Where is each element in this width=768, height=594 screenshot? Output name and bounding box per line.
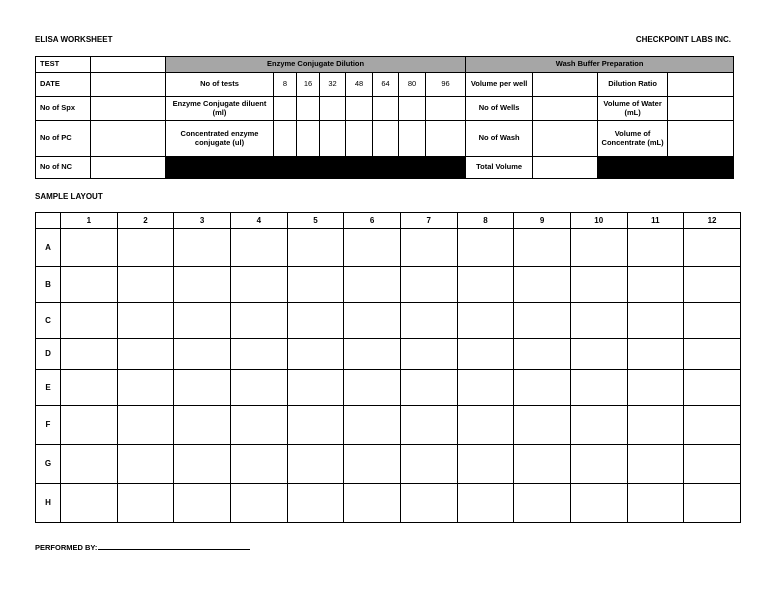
well-cell[interactable]	[287, 229, 344, 267]
well-cell[interactable]	[514, 267, 571, 303]
well-cell[interactable]	[684, 406, 741, 445]
concentrate-cell[interactable]	[346, 121, 373, 157]
concentrate-cell[interactable]	[320, 121, 346, 157]
well-cell[interactable]	[287, 339, 344, 370]
diluent-cell[interactable]	[274, 97, 297, 121]
diluent-cell[interactable]	[373, 97, 399, 121]
pc-label: No of PC	[36, 121, 91, 157]
well-cell[interactable]	[400, 484, 457, 523]
concentrate-cell[interactable]	[399, 121, 426, 157]
test-label: TEST	[36, 57, 91, 73]
test-count-16: 16	[297, 73, 320, 97]
well-cell[interactable]	[570, 406, 627, 445]
well-cell[interactable]	[457, 445, 514, 484]
well-cell[interactable]	[344, 303, 401, 339]
row-header: E	[36, 370, 61, 406]
well-cell[interactable]	[61, 484, 118, 523]
test-count-64: 64	[373, 73, 399, 97]
corner-cell	[36, 213, 61, 229]
column-header: 6	[344, 213, 401, 229]
column-header: 2	[117, 213, 174, 229]
row-header: D	[36, 339, 61, 370]
no-of-wash-field[interactable]	[533, 121, 598, 157]
well-cell[interactable]	[287, 484, 344, 523]
column-header-row	[36, 213, 741, 229]
row-header: C	[36, 303, 61, 339]
performed-by-label: PERFORMED BY:	[35, 543, 98, 552]
table-row	[36, 484, 741, 523]
row-header: A	[36, 229, 61, 267]
row-header: G	[36, 445, 61, 484]
worksheet-title: ELISA WORKSHEET	[35, 35, 113, 44]
blacked-out-cell	[598, 157, 734, 179]
table-row	[36, 303, 741, 339]
column-header: 1	[61, 213, 118, 229]
well-cell[interactable]	[61, 370, 118, 406]
table-row	[36, 229, 741, 267]
volume-per-well-label: Volume per well	[466, 73, 533, 97]
well-cell[interactable]	[684, 484, 741, 523]
well-cell[interactable]	[174, 370, 231, 406]
test-count-80: 80	[399, 73, 426, 97]
table-row	[36, 406, 741, 445]
well-cell[interactable]	[400, 406, 457, 445]
test-count-32: 32	[320, 73, 346, 97]
well-cell[interactable]	[514, 229, 571, 267]
well-cell[interactable]	[514, 445, 571, 484]
well-cell[interactable]	[117, 406, 174, 445]
no-of-wash-label: No of Wash	[466, 121, 533, 157]
well-cell[interactable]	[570, 445, 627, 484]
well-cell[interactable]	[230, 229, 287, 267]
well-cell[interactable]	[174, 339, 231, 370]
diluent-cell[interactable]	[426, 97, 466, 121]
well-cell[interactable]	[570, 267, 627, 303]
well-cell[interactable]	[514, 370, 571, 406]
well-cell[interactable]	[514, 406, 571, 445]
concentrate-cell[interactable]	[373, 121, 399, 157]
well-cell[interactable]	[627, 303, 684, 339]
no-of-wells-field[interactable]	[533, 97, 598, 121]
well-cell[interactable]	[570, 370, 627, 406]
well-cell[interactable]	[400, 229, 457, 267]
table-row	[36, 267, 741, 303]
well-cell[interactable]	[684, 267, 741, 303]
well-cell[interactable]	[117, 267, 174, 303]
volume-water-field[interactable]	[668, 97, 734, 121]
no-of-wells-label: No of Wells	[466, 97, 533, 121]
test-count-96: 96	[426, 73, 466, 97]
nc-label: No of NC	[36, 157, 91, 179]
well-cell[interactable]	[61, 339, 118, 370]
well-cell[interactable]	[684, 229, 741, 267]
well-cell[interactable]	[287, 370, 344, 406]
well-cell[interactable]	[174, 303, 231, 339]
well-cell[interactable]	[174, 445, 231, 484]
well-cell[interactable]	[61, 267, 118, 303]
test-count-48: 48	[346, 73, 373, 97]
table-row	[36, 445, 741, 484]
well-cell[interactable]	[627, 370, 684, 406]
well-cell[interactable]	[684, 303, 741, 339]
date-field[interactable]	[91, 73, 166, 97]
well-cell[interactable]	[61, 303, 118, 339]
column-header: 4	[230, 213, 287, 229]
well-cell[interactable]	[457, 229, 514, 267]
well-cell[interactable]	[287, 267, 344, 303]
sample-layout-table	[35, 212, 741, 523]
well-cell[interactable]	[174, 406, 231, 445]
well-cell[interactable]	[684, 370, 741, 406]
well-cell[interactable]	[400, 445, 457, 484]
volume-per-well-field[interactable]	[533, 73, 598, 97]
performed-by-signature-line[interactable]	[98, 542, 250, 550]
blacked-out-cell	[166, 157, 466, 179]
well-cell[interactable]	[570, 484, 627, 523]
concentrate-cell[interactable]	[426, 121, 466, 157]
well-cell[interactable]	[117, 303, 174, 339]
well-cell[interactable]	[400, 303, 457, 339]
well-cell[interactable]	[627, 484, 684, 523]
well-cell[interactable]	[230, 445, 287, 484]
column-header: 8	[457, 213, 514, 229]
well-cell[interactable]	[344, 484, 401, 523]
well-cell[interactable]	[344, 339, 401, 370]
diluent-cell[interactable]	[320, 97, 346, 121]
row-header: F	[36, 406, 61, 445]
total-volume-field[interactable]	[533, 157, 598, 179]
well-cell[interactable]	[457, 484, 514, 523]
well-cell[interactable]	[457, 339, 514, 370]
well-cell[interactable]	[344, 445, 401, 484]
well-cell[interactable]	[117, 370, 174, 406]
well-cell[interactable]	[287, 445, 344, 484]
well-cell[interactable]	[627, 339, 684, 370]
no-of-tests-label: No of tests	[166, 73, 274, 97]
well-cell[interactable]	[117, 229, 174, 267]
well-cell[interactable]	[627, 267, 684, 303]
spx-field[interactable]	[91, 97, 166, 121]
well-cell[interactable]	[61, 406, 118, 445]
well-cell[interactable]	[117, 445, 174, 484]
diluent-cell[interactable]	[399, 97, 426, 121]
dilution-ratio-field[interactable]	[668, 73, 734, 97]
well-cell[interactable]	[287, 406, 344, 445]
column-header: 11	[627, 213, 684, 229]
well-cell[interactable]	[570, 339, 627, 370]
well-cell[interactable]	[344, 229, 401, 267]
well-cell[interactable]	[627, 406, 684, 445]
well-cell[interactable]	[457, 303, 514, 339]
well-cell[interactable]	[627, 445, 684, 484]
well-cell[interactable]	[117, 484, 174, 523]
well-cell[interactable]	[627, 229, 684, 267]
column-header: 5	[287, 213, 344, 229]
well-cell[interactable]	[230, 339, 287, 370]
enzyme-dilution-header: Enzyme Conjugate Dilution	[166, 57, 466, 73]
info-table	[35, 56, 734, 179]
volume-concentrate-field[interactable]	[668, 121, 734, 157]
well-cell[interactable]	[514, 339, 571, 370]
well-cell[interactable]	[400, 370, 457, 406]
test-count-8: 8	[274, 73, 297, 97]
company-name: CHECKPOINT LABS INC.	[635, 35, 731, 44]
well-cell[interactable]	[457, 406, 514, 445]
concentrate-cell[interactable]	[297, 121, 320, 157]
well-cell[interactable]	[230, 406, 287, 445]
spx-label: No of Spx	[36, 97, 91, 121]
column-header: 3	[174, 213, 231, 229]
well-cell[interactable]	[570, 303, 627, 339]
concentrate-label: Concentrated enzyme conjugate (ul)	[166, 121, 274, 157]
column-header: 7	[400, 213, 457, 229]
well-cell[interactable]	[570, 229, 627, 267]
column-header: 12	[684, 213, 741, 229]
test-field[interactable]	[91, 57, 166, 73]
dilution-ratio-label: Dilution Ratio	[598, 73, 668, 97]
total-volume-label: Total Volume	[466, 157, 533, 179]
diluent-cell[interactable]	[346, 97, 373, 121]
well-cell[interactable]	[344, 267, 401, 303]
table-row	[36, 339, 741, 370]
well-cell[interactable]	[230, 370, 287, 406]
wash-buffer-header: Wash Buffer Preparation	[466, 57, 734, 73]
well-cell[interactable]	[174, 229, 231, 267]
column-header: 10	[570, 213, 627, 229]
nc-field[interactable]	[91, 157, 166, 179]
well-cell[interactable]	[514, 303, 571, 339]
well-cell[interactable]	[61, 445, 118, 484]
row-header: B	[36, 267, 61, 303]
well-cell[interactable]	[230, 484, 287, 523]
well-cell[interactable]	[230, 303, 287, 339]
well-cell[interactable]	[174, 484, 231, 523]
well-cell[interactable]	[400, 339, 457, 370]
well-cell[interactable]	[230, 267, 287, 303]
sample-layout-label: SAMPLE LAYOUT	[35, 192, 103, 201]
row-header: H	[36, 484, 61, 523]
concentrate-cell[interactable]	[274, 121, 297, 157]
well-cell[interactable]	[457, 370, 514, 406]
table-row	[36, 370, 741, 406]
well-cell[interactable]	[684, 445, 741, 484]
volume-water-label: Volume of Water (mL)	[598, 97, 668, 121]
well-cell[interactable]	[287, 303, 344, 339]
well-cell[interactable]	[344, 406, 401, 445]
pc-field[interactable]	[91, 121, 166, 157]
well-cell[interactable]	[457, 267, 514, 303]
well-cell[interactable]	[344, 370, 401, 406]
performed-by	[35, 542, 250, 552]
well-cell[interactable]	[61, 229, 118, 267]
well-cell[interactable]	[514, 484, 571, 523]
diluent-label: Enzyme Conjugate diluent (ml)	[166, 97, 274, 121]
volume-concentrate-label: Volume of Concentrate (mL)	[598, 121, 668, 157]
diluent-cell[interactable]	[297, 97, 320, 121]
date-label: DATE	[36, 73, 91, 97]
well-cell[interactable]	[400, 267, 457, 303]
well-cell[interactable]	[684, 339, 741, 370]
well-cell[interactable]	[117, 339, 174, 370]
well-cell[interactable]	[174, 267, 231, 303]
column-header: 9	[514, 213, 571, 229]
